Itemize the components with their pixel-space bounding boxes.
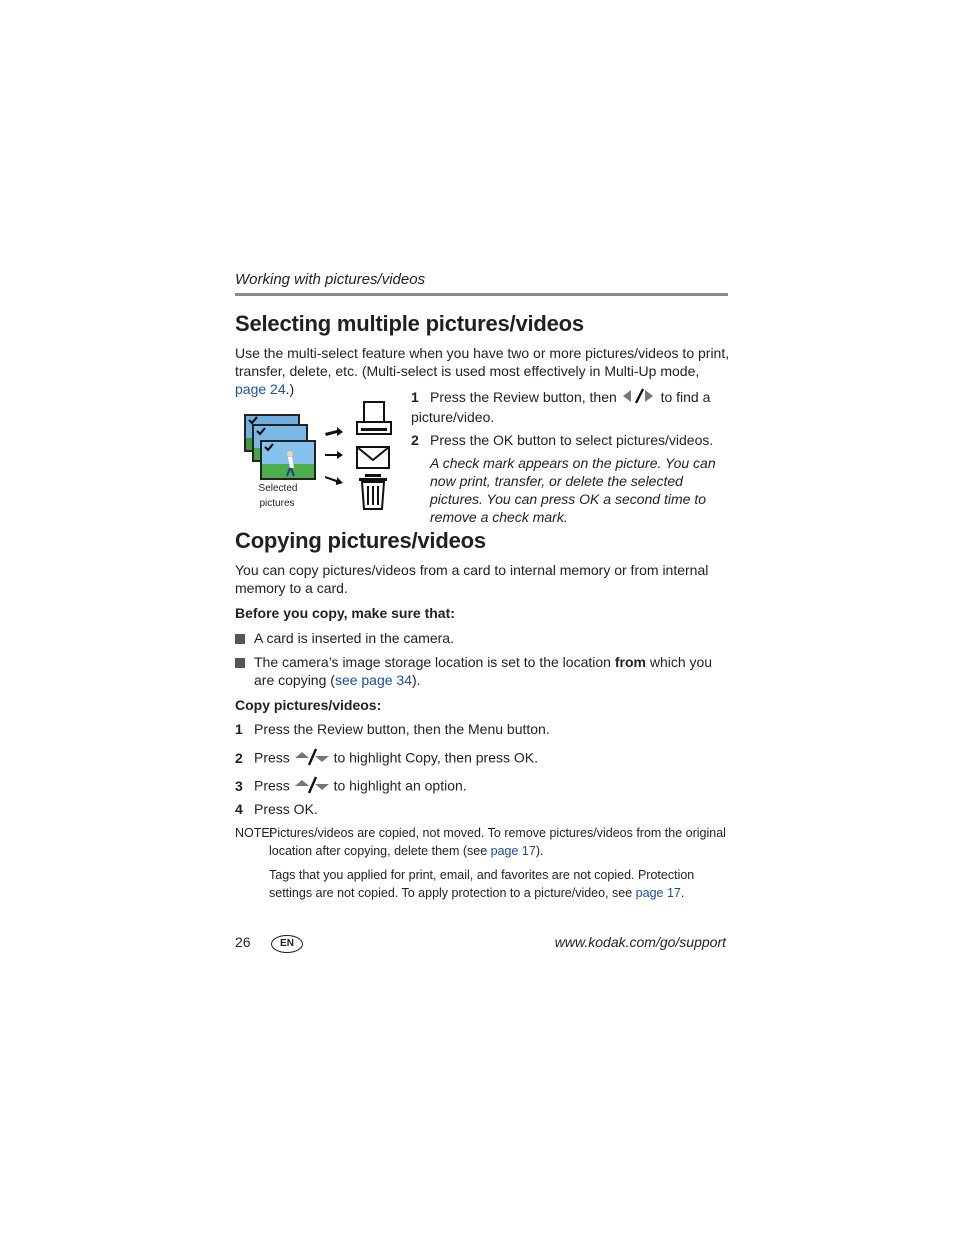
- bullet-text-part: The camera’s image storage location is set to the location: [254, 654, 615, 670]
- figure-label-line1: Selected: [258, 483, 298, 494]
- note-text: ).: [535, 844, 544, 858]
- bold-from: from: [614, 654, 646, 670]
- step-text: Press: [254, 749, 290, 766]
- envelope-icon: [357, 447, 389, 468]
- step-text-end: to find a picture/video.: [411, 389, 711, 426]
- step-text: Press the Review button, then: [430, 389, 617, 405]
- selecting-step-2: [411, 431, 721, 449]
- bullet-marker: [235, 658, 245, 668]
- up-down-arrows-icon: [294, 776, 330, 798]
- step-text-end: to highlight an option.: [333, 777, 467, 794]
- bullet-marker: [235, 634, 245, 644]
- step-number: 2: [411, 432, 419, 448]
- header-rule: [235, 293, 728, 296]
- page-24-link[interactable]: page 24: [235, 381, 286, 397]
- copy-steps-heading: Copy pictures/videos:: [235, 697, 382, 713]
- selecting-intro-end: .): [285, 381, 295, 397]
- note-text: Pictures/videos are copied, not moved. To remove pictures/videos from the original location after copying, delete them (see: [269, 826, 726, 858]
- step-text: Press OK.: [254, 801, 318, 817]
- left-right-arrows-icon: [621, 388, 657, 408]
- trash-icon: [359, 474, 387, 509]
- bullet-text-part: which you are copying (: [254, 654, 713, 688]
- step-number: 1: [235, 721, 243, 737]
- bullet-item: [235, 653, 730, 688]
- copy-step-2: [235, 748, 538, 770]
- copy-step-1: [235, 720, 550, 738]
- note-paragraph-1: [269, 824, 727, 860]
- section-title-selecting: Selecting multiple pictures/videos: [235, 311, 584, 336]
- running-header: Working with pictures/videos: [235, 271, 426, 288]
- page-number: 26: [235, 934, 251, 950]
- step-number: 3: [235, 777, 243, 794]
- figure-label-line2: pictures: [259, 498, 295, 509]
- step-number: 2: [235, 749, 243, 766]
- before-copy-heading: Before you copy, make sure that:: [235, 605, 455, 621]
- step-number: 4: [235, 801, 243, 817]
- bullet-item: [235, 629, 454, 647]
- selecting-italic-note: A check mark appears on the picture. You can now print, transfer, or delete the selected pictures. You can press OK a second time to remove a check mark.: [430, 455, 716, 525]
- page-34-link[interactable]: see page 34: [334, 672, 413, 688]
- note-text: Tags that you applied for print, email, and favorites are not copied. Protection settings are not copied. To apply protection to a picture/video, see: [269, 868, 695, 900]
- page-17-link[interactable]: page 17: [635, 886, 681, 900]
- section-title-copying: Copying pictures/videos: [235, 528, 486, 553]
- bullet-text-part: ).: [412, 672, 421, 688]
- step-number: 1: [411, 389, 419, 405]
- up-down-arrows-icon: [294, 748, 330, 770]
- bullet-text: [254, 653, 724, 689]
- multi-select-illustration: [240, 396, 400, 514]
- page-17-link[interactable]: page 17: [490, 844, 536, 858]
- printer-icon: [357, 402, 391, 434]
- step-text: Press the OK button to select pictures/videos.: [430, 432, 714, 448]
- note-text: .: [680, 886, 685, 900]
- copying-intro: You can copy pictures/videos from a card to internal memory or from internal memory to a card.: [235, 562, 709, 596]
- note-label: NOTE:: [235, 826, 274, 840]
- step-text: Press: [254, 777, 290, 794]
- support-url[interactable]: www.kodak.com/go/support: [554, 934, 726, 950]
- selecting-intro-text: Use the multi-select feature when you have two or more pictures/videos to print, transfer, delete, etc. (Multi-select is used most effectively in Multi-Up mode,: [235, 345, 730, 379]
- illustration-graphic: [240, 396, 400, 514]
- language-badge: EN: [271, 935, 303, 953]
- step-text: Press the Review button, then the Menu button.: [254, 721, 550, 737]
- copy-step-3: [235, 776, 467, 798]
- step-text-end: to highlight Copy, then press OK.: [333, 749, 538, 766]
- selecting-step-1: [411, 388, 711, 426]
- bullet-text: A card is inserted in the camera.: [254, 630, 454, 646]
- note-paragraph-2: [269, 866, 727, 902]
- copy-step-4: [235, 800, 318, 818]
